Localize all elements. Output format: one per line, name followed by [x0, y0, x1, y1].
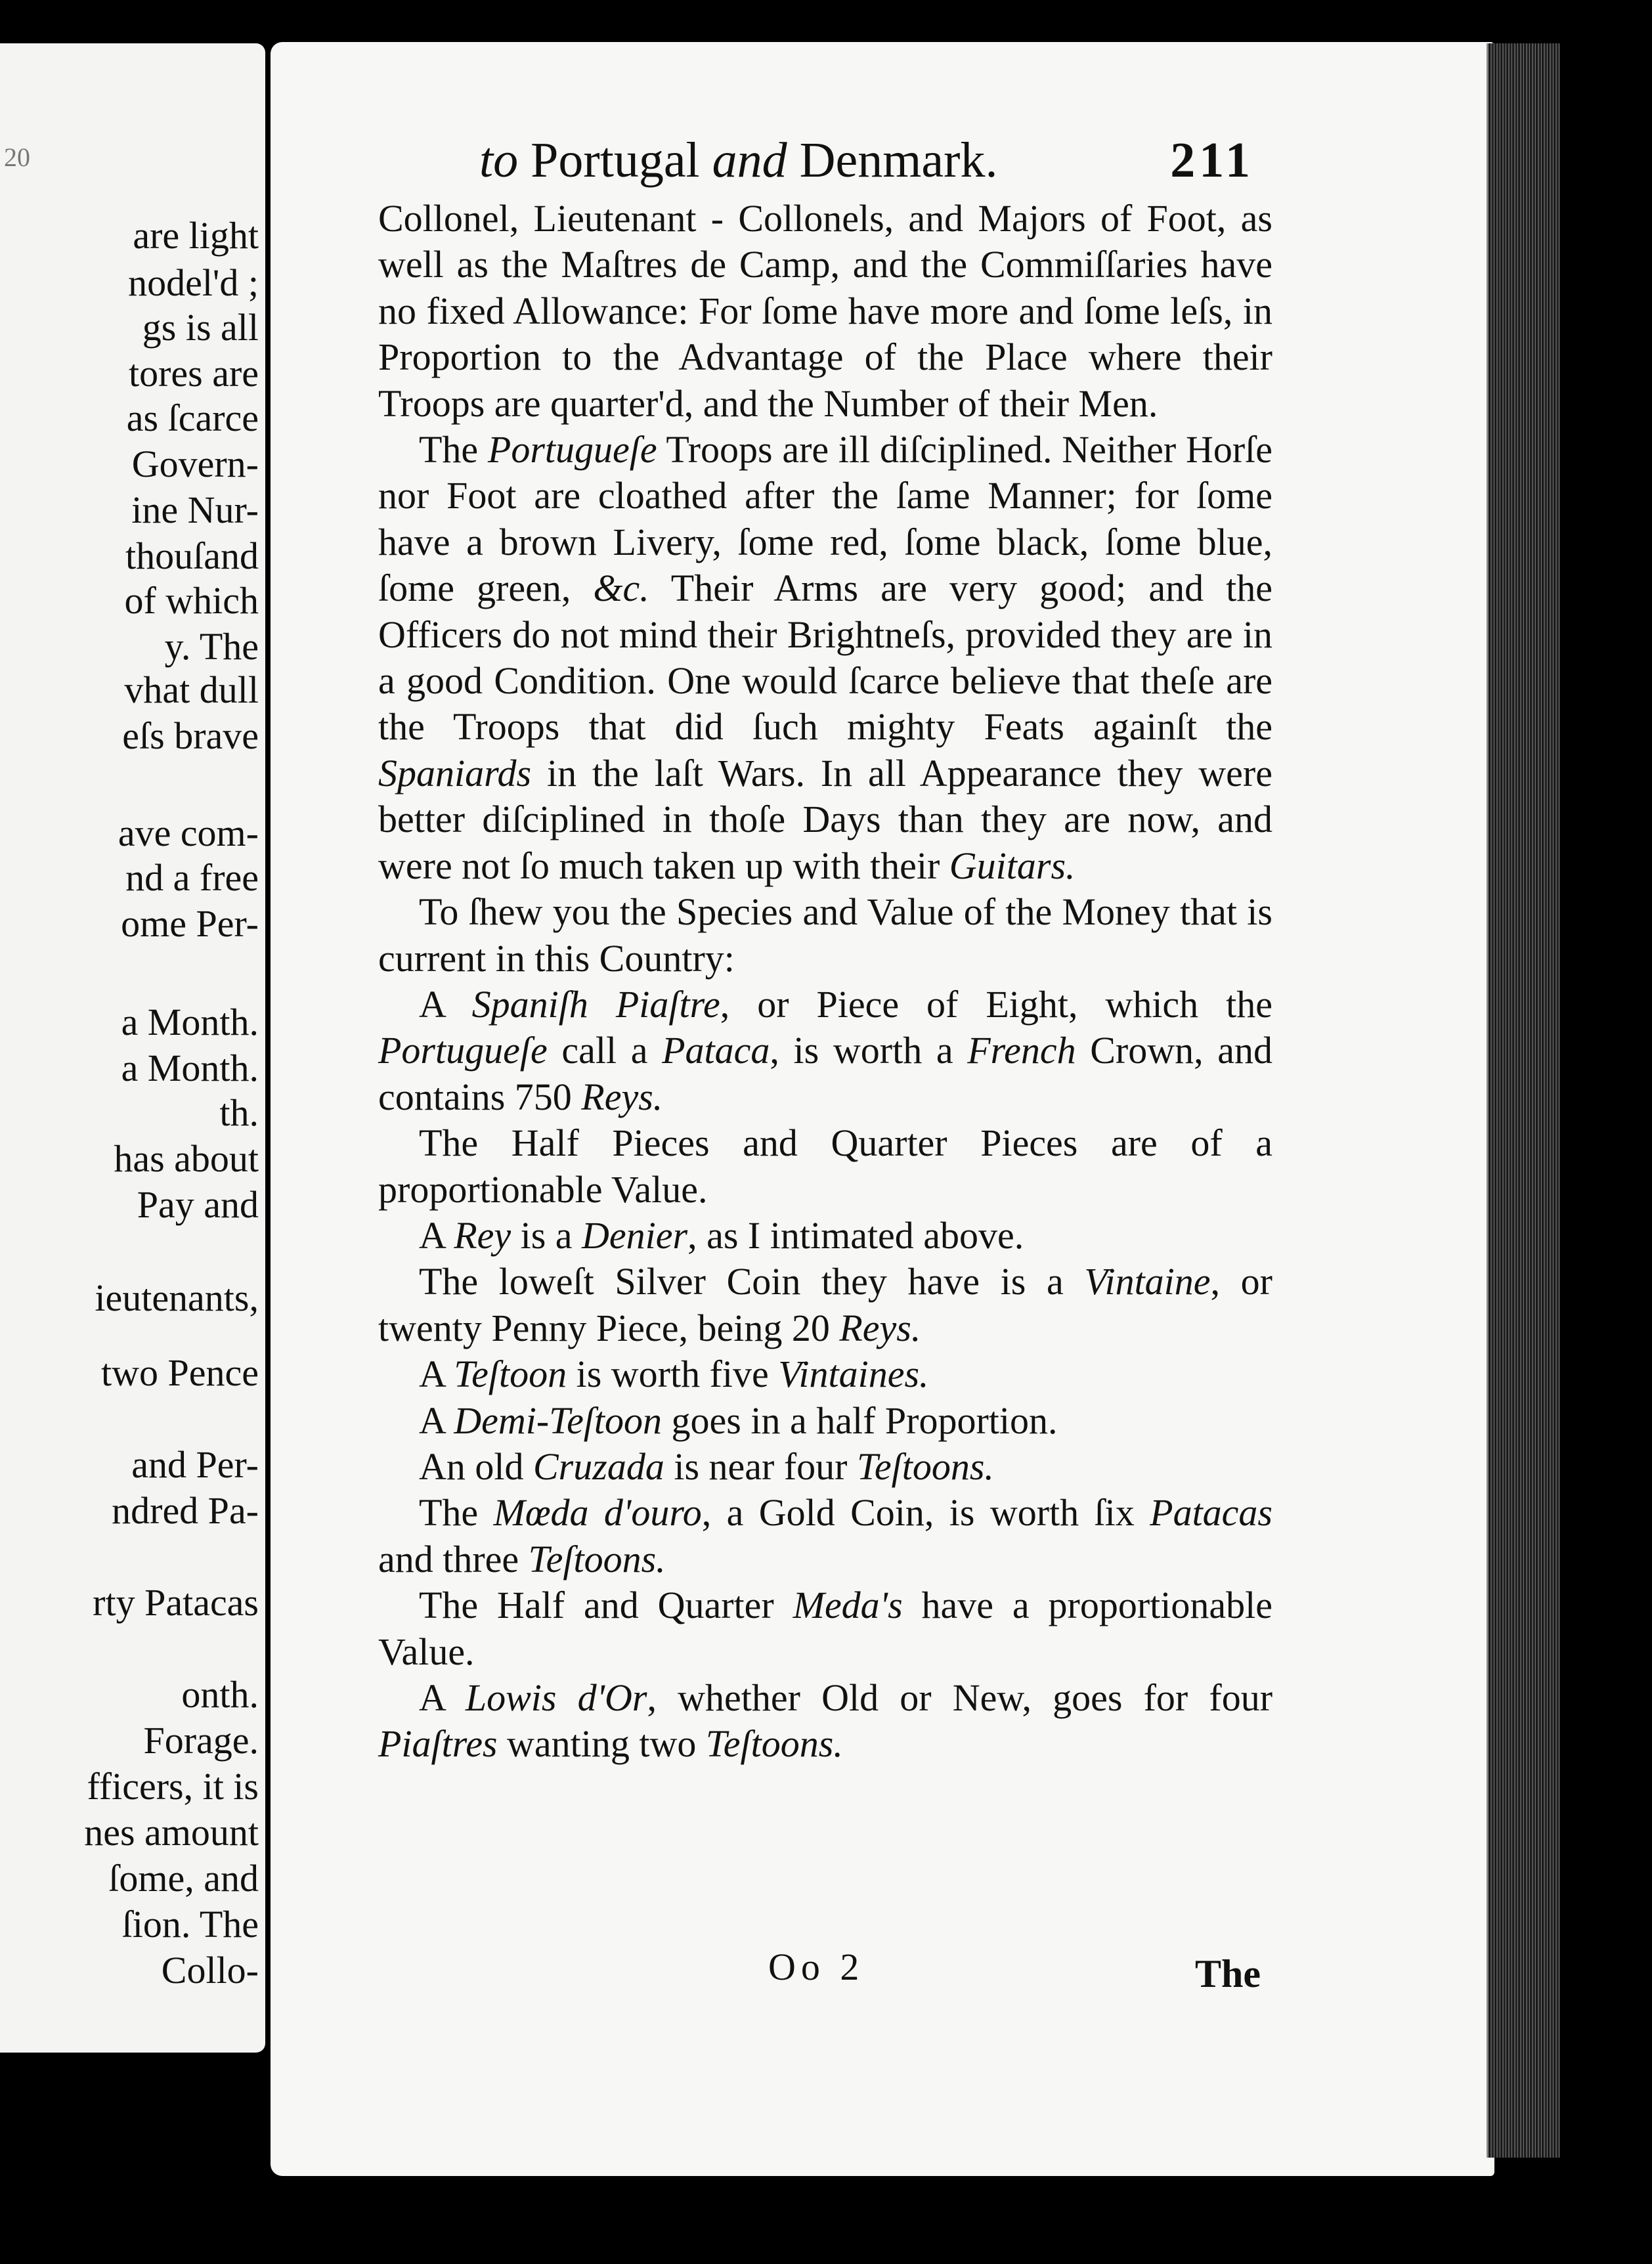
text-run: The Half Pieces and Quarter Pieces are of a proportionable Value.: [378, 1121, 1272, 1211]
text-run: A: [419, 1399, 454, 1442]
left-page-line: as ſcarce: [126, 397, 259, 439]
left-page-line: two Pence: [101, 1351, 259, 1394]
left-page-line: Govern-: [131, 443, 259, 485]
text-run: An old: [419, 1445, 533, 1488]
italic-term: Teſtoons.: [856, 1445, 994, 1488]
italic-term: &c.: [593, 567, 649, 610]
text-run: and three: [378, 1537, 529, 1580]
text-run: have a proportionable Value.: [378, 1584, 1273, 1673]
italic-term: Spaniſh Piaſtre: [471, 982, 720, 1026]
text-run: is near four: [664, 1445, 857, 1488]
italic-term: Mœda d'ouro: [493, 1491, 702, 1535]
text-run: Crown, and contains 750: [378, 1029, 1272, 1118]
title-conjunction: and: [712, 133, 787, 188]
paragraph-p12: [378, 1582, 1272, 1675]
paragraph-p5: [378, 1120, 1272, 1213]
paragraph-p7: [378, 1259, 1272, 1351]
italic-term: Piaſtres: [378, 1722, 498, 1766]
paragraph-p8: [378, 1351, 1272, 1397]
italic-term: Teſtoons.: [705, 1722, 843, 1766]
italic-term: Pataca: [662, 1029, 770, 1072]
text-run: , as I intimated above.: [687, 1213, 1024, 1257]
text-run: call a: [547, 1029, 663, 1072]
text-run: , is worth a: [770, 1029, 968, 1072]
text-run: wanting two: [497, 1722, 706, 1766]
title-denmark: Denmark.: [799, 133, 998, 188]
italic-term: Teſtoon: [454, 1353, 567, 1396]
left-page-line: vhat dull: [124, 668, 259, 711]
left-page-line: y. The: [164, 625, 259, 668]
left-page-line: nes amount: [84, 1811, 259, 1854]
text-run: , or twenty Penny Piece, being 20: [378, 1260, 1272, 1349]
left-page-line: onth.: [181, 1673, 259, 1716]
running-header: [479, 127, 1254, 193]
title-prefix: to: [479, 133, 519, 188]
left-page-line: Forage.: [143, 1719, 259, 1762]
left-page-line: thouſand: [125, 534, 259, 577]
catchword: The: [1195, 1952, 1261, 1995]
italic-term: Portugueſe: [378, 1029, 548, 1072]
italic-term: French: [967, 1029, 1076, 1072]
left-page-line: ndred Pa-: [112, 1489, 259, 1532]
paragraph-p1: [378, 196, 1272, 427]
italic-term: Cruzada: [533, 1445, 664, 1488]
paragraph-p2: [378, 427, 1272, 889]
left-page-line: rty Patacas: [93, 1581, 259, 1624]
page-edges: [1487, 43, 1562, 2158]
paragraph-p13: [378, 1675, 1272, 1768]
italic-term: Rey: [454, 1213, 511, 1257]
italic-term: Demi-Teſtoon: [454, 1399, 663, 1442]
left-page-line: nodel'd ;: [128, 261, 259, 304]
left-page-line: Pay and: [137, 1183, 259, 1226]
text-run: goes in a half Proportion.: [662, 1399, 1058, 1442]
running-title: [479, 127, 997, 193]
italic-term: Patacas: [1150, 1491, 1272, 1535]
title-portugal: Portugal: [531, 133, 700, 188]
left-page-line: fficers, it is: [87, 1765, 259, 1808]
italic-term: Lowis d'Or: [465, 1676, 647, 1719]
text-run: The: [419, 1491, 494, 1535]
italic-term: Reys.: [839, 1306, 921, 1349]
paragraph-p11: [378, 1490, 1272, 1582]
left-page-line: ine Nur-: [131, 489, 259, 531]
left-page-line: tores are: [128, 352, 259, 395]
left-page-line: of which: [124, 579, 259, 622]
left-page-line: ſome, and: [108, 1857, 259, 1900]
edge-shadow: [1560, 43, 1652, 2264]
text-run: , or Piece of Eight, which the: [720, 982, 1272, 1026]
left-page-line: ieutenants,: [95, 1276, 259, 1319]
left-page-line: ave com-: [118, 812, 259, 854]
italic-term: Reys.: [581, 1075, 663, 1118]
italic-term: Guitars.: [949, 844, 1076, 887]
text-run: The Half and Quarter: [419, 1584, 793, 1627]
text-run: Collonel, Lieutenant - Collonels, and Majors of Foot, as well as the Maſtres de Camp, and the Commiſſaries have no fixed Allowance: For ſome have more and ſome leſs, in Proportion to the Advantage of the Place where their Troops are quarter'd, and the Number of their Men.: [378, 197, 1272, 425]
text-run: A: [419, 982, 472, 1026]
text-run: A: [419, 1213, 454, 1257]
text-run: To ſhew you the Species and Value of the Money that is current in this Country:: [378, 890, 1272, 980]
italic-term: Teſtoons.: [528, 1537, 666, 1580]
signature-mark: Oo 2: [768, 1946, 865, 1988]
text-run: is worth five: [567, 1353, 779, 1396]
italic-term: Vintaines.: [778, 1353, 929, 1396]
left-page-line: a Month.: [121, 1001, 259, 1043]
left-page-line: ome Per-: [121, 902, 259, 945]
left-page-line: eſs brave: [122, 714, 259, 757]
italic-term: Denier: [582, 1213, 688, 1257]
text-run: , a Gold Coin, is worth ſix: [701, 1491, 1150, 1535]
paragraph-p9: [378, 1398, 1272, 1444]
left-page-line: Collo-: [161, 1949, 259, 1992]
left-page-line: gs is all: [142, 306, 259, 349]
body-text: [378, 196, 1272, 1768]
left-page-line: and Per-: [131, 1443, 259, 1486]
left-page-line: are light: [133, 214, 259, 257]
left-page-line: nd a free: [125, 856, 259, 899]
paragraph-p6: [378, 1213, 1272, 1259]
page-number: 211: [1170, 133, 1254, 188]
paragraph-p10: [378, 1444, 1272, 1490]
italic-term: Vintaine: [1084, 1260, 1211, 1303]
italic-term: Spaniards: [378, 751, 532, 795]
paragraph-p4: [378, 982, 1272, 1120]
text-run: in the laſt Wars. In all Appearance they were better diſciplined in thoſe Days than they are now, and were not ſo much taken up with their: [378, 751, 1272, 887]
text-run: Their Arms are very good; and the Officers do not mind their Brightneſs, provided they are in a good Condition. One would ſcarce believe that theſe are the Troops that did ſuch mighty Feats againſt the: [378, 567, 1273, 749]
left-page-number-fragment: 20: [4, 142, 30, 172]
text-run: The: [419, 428, 488, 471]
left-page-line: a Month.: [121, 1047, 259, 1089]
text-run: is a: [511, 1213, 582, 1257]
italic-term: Meda's: [793, 1584, 903, 1627]
text-run: A: [419, 1353, 454, 1396]
text-run: , whether Old or New, goes for four: [647, 1676, 1273, 1719]
text-run: Troops are ill diſciplined. Neither Horſe nor Foot are cloathed after the ſame Manner; for ſome have a brown Livery, ſome red, ſome black, ſome blue, ſome green,: [378, 428, 1273, 610]
italic-term: Portugueſe: [487, 428, 657, 471]
left-page-line: th.: [219, 1091, 259, 1134]
left-page-line: has about: [114, 1137, 259, 1180]
text-run: The loweſt Silver Coin they have is a: [419, 1260, 1085, 1303]
text-run: A: [419, 1676, 466, 1719]
left-page-line: ſion. The: [121, 1903, 259, 1946]
paragraph-p3: [378, 889, 1272, 982]
left-page: [0, 43, 265, 2053]
